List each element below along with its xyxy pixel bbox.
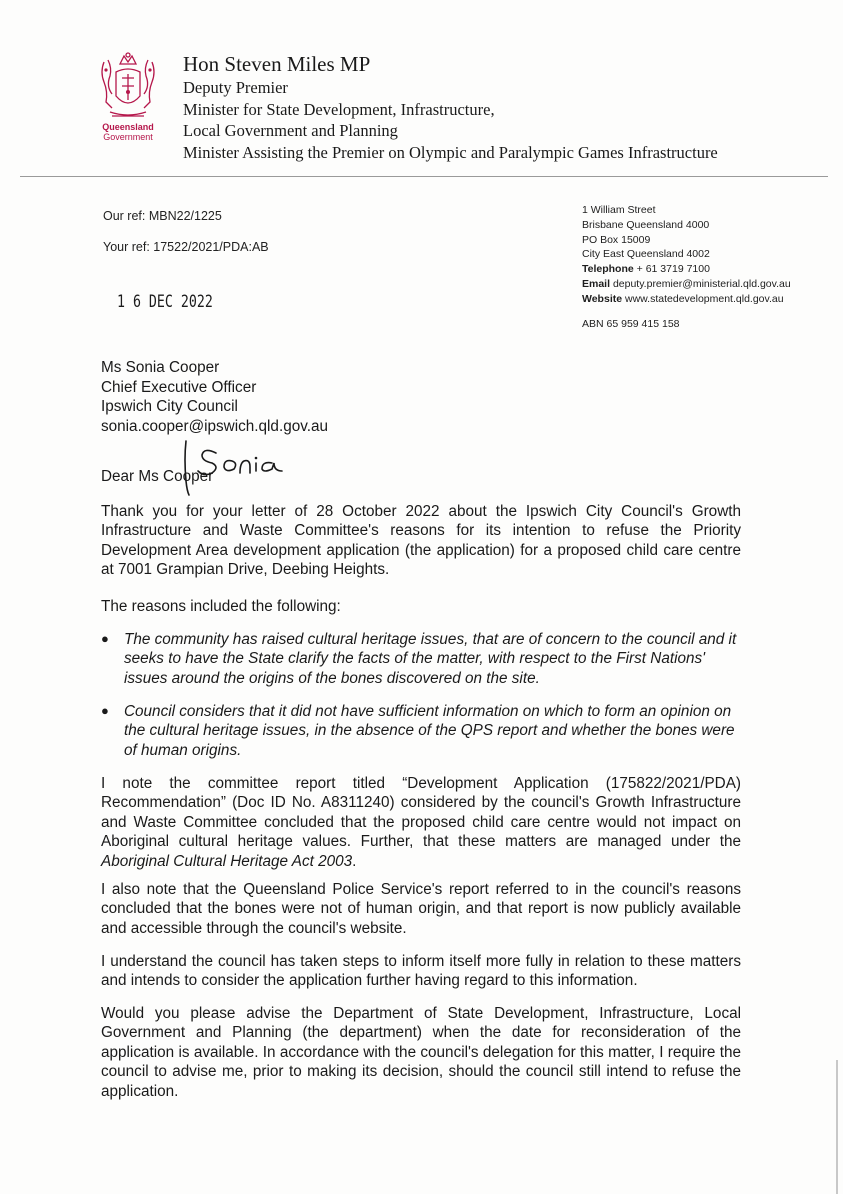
recipient-role: Chief Executive Officer (101, 378, 257, 396)
recipient-organisation: Ipswich City Council (101, 398, 238, 415)
telephone-label: Telephone (582, 263, 634, 276)
act-title: Aboriginal Cultural Heritage Act 2003 (101, 852, 353, 870)
website-value: www.statedevelopment.qld.gov.au (625, 292, 784, 305)
header-divider (20, 176, 828, 177)
address-po-city: City East Queensland 4002 (582, 248, 710, 261)
logo-text-queensland: Queensland (102, 122, 154, 132)
recipient-block (101, 358, 328, 436)
address-city: Brisbane Queensland 4000 (582, 218, 710, 231)
your-reference: Your ref: 17522/2021/PDA:AB (103, 240, 269, 254)
handwritten-annotation (182, 437, 292, 497)
bullet-icon: ● (101, 631, 109, 646)
paragraph-3 (101, 774, 741, 871)
address-email (582, 277, 791, 292)
minister-title-3: Local Government and Planning (183, 121, 398, 140)
paragraph-6: Would you please advise the Department of State Development, Infrastructure, Local Government and Planning (the department) when the date for reconsideration of the application is available. In accordance with the council's delegation for this matter, I require the council to advise me, prior to making its decision, should the council still intend to refuse the application. (101, 1005, 741, 1100)
bullet-icon: ● (101, 703, 109, 718)
page-edge (836, 1060, 838, 1194)
address-street: 1 William Street (582, 204, 656, 216)
paragraph-2: The reasons included the following: (101, 598, 341, 615)
bullet-text-1: The community has raised cultural heritage issues, that are of concern to the council and it seeks to have the State clarify the facts of the matter, with respect to the First Nations' issues around the origins of the bones discovered on the site. (124, 631, 737, 687)
logo-text-government: Government (103, 132, 153, 142)
abn-number: ABN 65 959 415 158 (582, 318, 680, 330)
address-telephone (582, 262, 791, 277)
telephone-value: + 61 3719 7100 (636, 263, 710, 276)
our-reference: Our ref: MBN22/1225 (103, 209, 222, 223)
paragraph-3-end: . (352, 852, 357, 870)
minister-title-1: Deputy Premier (183, 78, 288, 97)
queensland-government-logo (96, 52, 160, 144)
salutation: Dear Ms Cooper (101, 468, 214, 485)
paragraph-5: I understand the council has taken steps to inform itself more fully in relation to these matters and intends to consider the application further having regard to this information. (101, 953, 741, 990)
coat-of-arms-icon (96, 52, 160, 122)
address-po-box: PO Box 15009 (582, 233, 651, 246)
recipient-name: Ms Sonia Cooper (101, 359, 220, 376)
recipient-email: sonia.cooper@ipswich.qld.gov.au (101, 417, 328, 435)
ministerial-address (582, 203, 791, 307)
minister-header (183, 52, 718, 163)
minister-title-2: Minister for State Development, Infrastructure, (183, 99, 495, 119)
paragraph-1: Thank you for your letter of 28 October 2022 about the Ipswich City Council's Growth Infrastructure and Waste Committee's reasons for its intention to refuse the Priority Development Area development application (the application) for a proposed child care centre at 7001 Grampian Drive, Deebing Heights. (101, 503, 741, 579)
paragraph-3-main: I note the committee report titled “Development Application (175822/2021/PDA) Recommendation” (Doc ID No. A8311240) considered by the council's Growth Infrastructure and Waste Committee concluded that the proposed child care centre would not impact on Aboriginal cultural heritage values. Further, that these matters are managed under the (101, 775, 741, 851)
address-website (582, 292, 791, 307)
email-label: Email (582, 277, 611, 290)
minister-name: Hon Steven Miles MP (183, 52, 371, 76)
bullet-text-2: Council considers that it did not have sufficient information on which to form an opinion on the cultural heritage issues, in the absence of the QPS report and whether the bones were of human origins. (124, 703, 735, 759)
paragraph-4: I also note that the Queensland Police Service's report referred to in the council's reasons concluded that the bones were not of human origin, and that report is now publicly available and accessible through the council's website. (101, 881, 741, 937)
date-stamp: 1 6 DEC 2022 (117, 292, 213, 312)
email-value: deputy.premier@ministerial.qld.gov.au (612, 277, 791, 290)
minister-title-4: Minister Assisting the Premier on Olympic and Paralympic Games Infrastructure (183, 142, 718, 162)
website-label: Website (582, 292, 623, 305)
